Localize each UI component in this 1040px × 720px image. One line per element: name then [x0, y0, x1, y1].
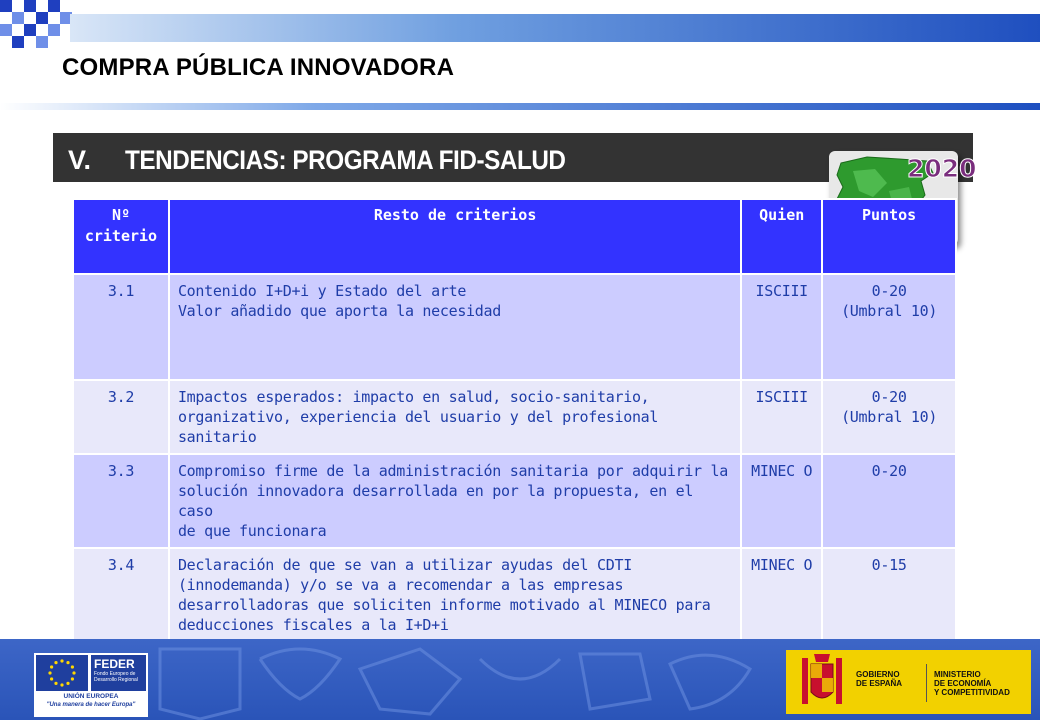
gobierno-line: GOBIERNO — [856, 670, 900, 679]
criteria-table — [72, 198, 957, 643]
points-line: 0-20 — [871, 282, 907, 300]
ministerio-line: Y COMPETITIVIDAD — [934, 688, 1010, 697]
logo-divider — [926, 664, 927, 702]
row-criteria — [169, 454, 741, 548]
row-who: ISCIII — [741, 274, 822, 380]
points-line: 0-15 — [871, 556, 907, 574]
criteria-line: desarrolladoras que soliciten informe motivado al MINECO para — [177, 596, 711, 614]
section-number: V. — [68, 145, 92, 175]
row-criteria — [169, 274, 741, 380]
row-who: ISCIII — [741, 380, 822, 454]
criteria-line: organizativo, experiencia del usuario y del profesional sanitario — [177, 408, 659, 446]
criteria-line: solución innovadora desarrollada en por la propuesta, en el caso — [177, 482, 694, 520]
table-row — [73, 454, 956, 548]
points-line: (Umbral 10) — [841, 302, 938, 320]
eu-flag-icon — [36, 655, 88, 691]
row-who: MINEC O — [741, 548, 822, 642]
feder-box — [91, 655, 146, 691]
table-row — [73, 274, 956, 380]
row-points — [822, 380, 956, 454]
criteria-line: Declaración de que se van a utilizar ayudas del CDTI — [177, 556, 632, 574]
row-num: 3.4 — [73, 548, 169, 642]
points-line: 0-20 — [871, 462, 907, 480]
spain-coat-of-arms-icon — [792, 650, 852, 714]
government-logo — [786, 650, 1031, 714]
corner-decoration — [0, 0, 80, 60]
header-criteria: Resto de criterios — [169, 199, 741, 274]
feder-motto: "Una manera de hacer Europa" — [46, 702, 136, 708]
table-row — [73, 548, 956, 642]
page-title: COMPRA PÚBLICA INNOVADORA — [62, 54, 455, 81]
criteria-line: de que funcionara — [177, 522, 327, 540]
row-num: 3.3 — [73, 454, 169, 548]
row-who: MINEC O — [741, 454, 822, 548]
gobierno-line: DE ESPAÑA — [856, 679, 903, 688]
points-line: (Umbral 10) — [841, 408, 938, 426]
table-row — [73, 380, 956, 454]
gobierno-text — [856, 670, 902, 688]
section-title: TENDENCIAS: PROGRAMA FID-SALUD — [125, 145, 566, 175]
row-points — [822, 548, 956, 642]
criteria-line: Impactos esperados: impacto en salud, socio-sanitario, — [177, 388, 650, 406]
ministerio-line: DE ECONOMÍA — [934, 679, 992, 688]
header-points: Puntos — [822, 199, 956, 274]
union-europea-label: UNIÓN EUROPEA — [63, 693, 119, 700]
table-header-row — [73, 199, 956, 274]
row-num: 3.2 — [73, 380, 169, 454]
feder-subtitle: Fondo Europeo de Desarrollo Regional — [94, 671, 138, 683]
row-num: 3.1 — [73, 274, 169, 380]
feder-logo — [34, 653, 148, 717]
feder-title: FEDER — [94, 657, 135, 671]
row-criteria — [169, 548, 741, 642]
points-line: 0-20 — [871, 388, 907, 406]
badge-label: 2020 — [907, 154, 977, 183]
criteria-line: Contenido I+D+i y Estado del arte — [177, 282, 467, 300]
row-criteria — [169, 380, 741, 454]
header-bar — [70, 14, 1040, 42]
ministerio-text — [934, 670, 1010, 697]
row-points — [822, 274, 956, 380]
criteria-line: (innodemanda) y/o se va a recomendar a las empresas — [177, 576, 624, 594]
row-points — [822, 454, 956, 548]
header-rule — [0, 103, 1040, 110]
criteria-line: Valor añadido que aporta la necesidad — [177, 302, 501, 320]
ministerio-line: MINISTERIO — [934, 670, 981, 679]
footer-banner — [0, 639, 1040, 720]
header-num: Nº criterio — [73, 199, 169, 274]
header-who: Quien — [741, 199, 822, 274]
criteria-line: deducciones fiscales a la I+D+i — [177, 616, 449, 634]
criteria-line: Compromiso firme de la administración sanitaria por adquirir la — [177, 462, 728, 480]
